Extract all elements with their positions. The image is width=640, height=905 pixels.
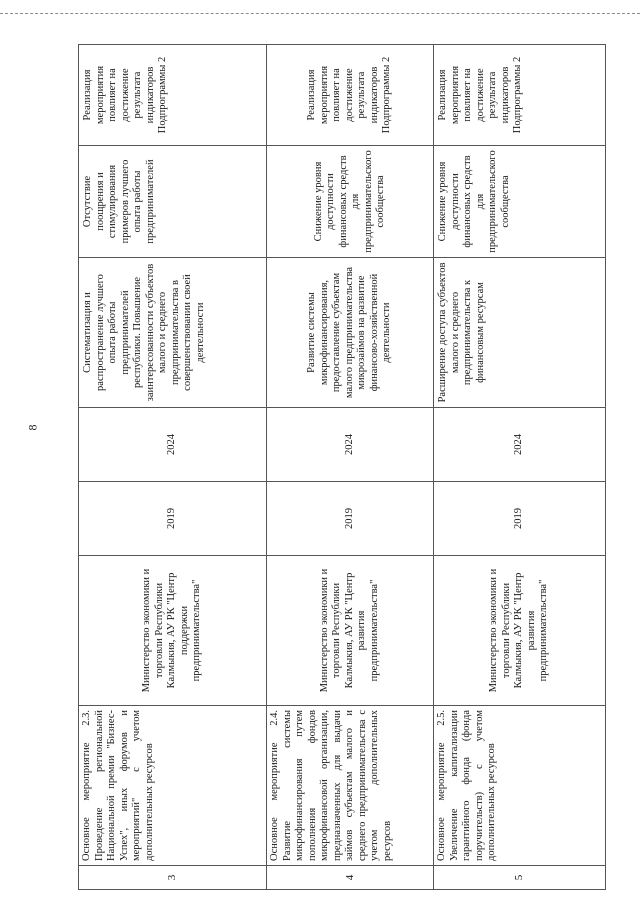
activity-name <box>79 706 267 866</box>
executor: Министерство экономики и торговли Республики Калмыкия, АУ РК "Центр развития предпринимательства" <box>267 556 434 706</box>
table-row <box>434 45 606 890</box>
non-implementation-consequences: Отсутствие поощрения и стимулирования примеров лучшего опыта работы предпринимателей <box>79 146 267 258</box>
activity-name-text: Основное мероприятие 2.3. Проведение региональной Национальной премии "Бизнес-Успех", иных форумов и мероприятий" с учетом дополнительных ресурсов <box>81 710 155 861</box>
end-year: 2024 <box>434 408 606 482</box>
row-number: 3 <box>79 866 267 890</box>
row-number: 5 <box>434 866 606 890</box>
activity-name-text: Основное мероприятие 2.5. Увеличение капитализации гарантийного фонда (фонда поручительств) с учетом дополнительных ресурсов <box>436 710 497 861</box>
expected-result: Расширение доступа субъектов малого и среднего предпринимательства к финансовым ресурсам <box>434 258 606 408</box>
non-implementation-consequences: Снижение уровня доступности финансовых средств для предпринимательского сообщества <box>267 146 434 258</box>
executor: Министерство экономики и торговли Республики Калмыкия, АУ РК "Центр поддержки предпринимательства" <box>79 556 267 706</box>
row-number: 4 <box>267 866 434 890</box>
table-sheet <box>78 45 605 890</box>
activity-name <box>434 706 606 866</box>
indicator-link: Реализация мероприятия повлияет на достижение результата индикаторов Подпрограммы 2 <box>79 45 267 146</box>
rotated-table-container <box>78 45 605 890</box>
activity-name-text: Основное мероприятие 2.4. Развитие системы микрофинансирования путем пополнения фондов микрофинансовой организации, предназначенных для выдачи займов субъектам малого и среднего предпринимательства с учетом дополнительных ресурсов <box>269 710 393 861</box>
non-implementation-consequences: Снижение уровня доступности финансовых средств для предпринимательского сообщества <box>434 146 606 258</box>
start-year: 2019 <box>434 482 606 556</box>
end-year: 2024 <box>267 408 434 482</box>
start-year: 2019 <box>79 482 267 556</box>
end-year: 2024 <box>79 408 267 482</box>
executor: Министерство экономики и торговли Республики Калмыкия, АУ РК "Центр развития предпринимательства" <box>434 556 606 706</box>
start-year: 2019 <box>267 482 434 556</box>
expected-result: Систематизация и распространение лучшего опыта работы предпринимателей республики. Повышение заинтересованности субъектов малого и среднего предпринимательства в совершенствовании своей деятельности <box>79 258 267 408</box>
scan-edge-line <box>0 13 640 14</box>
table-row <box>267 45 434 890</box>
expected-result: Развитие системы микрофинансирования, предоставление субъектам малого предпринимательства микрозаймов на развитие финансово-хозяйственной деятельности <box>267 258 434 408</box>
page-number: 8 <box>25 424 40 431</box>
activity-name <box>267 706 434 866</box>
table-row <box>79 45 267 890</box>
indicator-link: Реализация мероприятия повлияет на достижение результата индикаторов Подпрограммы 2 <box>434 45 606 146</box>
indicator-link: Реализация мероприятия повлияет на достижение результата индикаторов Подпрограммы 2 <box>267 45 434 146</box>
activities-table <box>78 44 606 890</box>
